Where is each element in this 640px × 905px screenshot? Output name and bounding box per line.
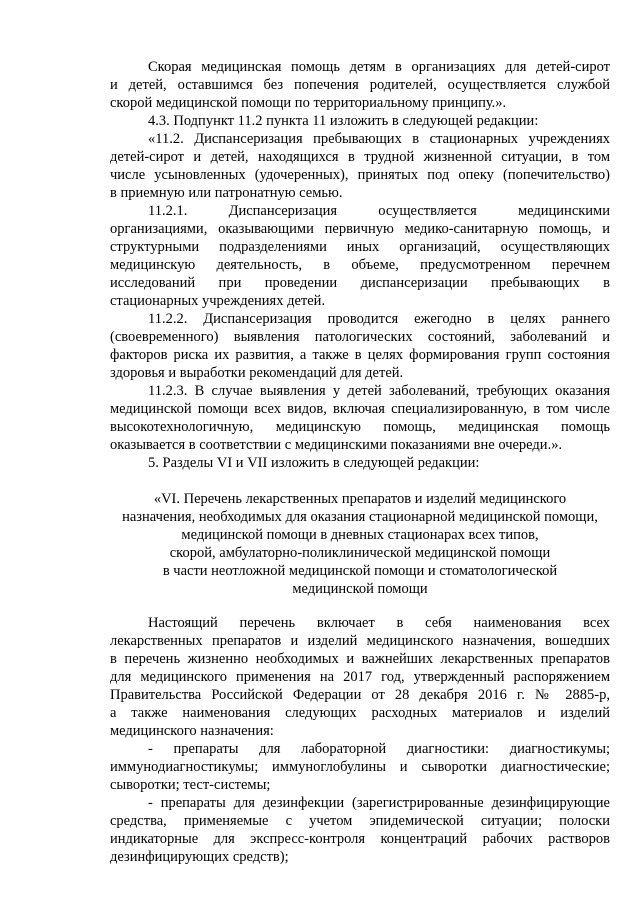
list-item: сыворотки; тест-системы;	[110, 777, 271, 793]
text-line: (своевременного) выявления патологических состояний, заболеваний и	[110, 329, 610, 345]
text-line: стационарных учреждениях детей.	[110, 293, 326, 309]
text-line: 4.3. Подпункт 11.2 пункта 11 изложить в следующей редакции:	[148, 113, 539, 129]
section-heading: медицинской помощи	[292, 581, 428, 597]
text-line: числе усыновленных (удочеренных), принятых под опеку (попечительство)	[110, 167, 610, 183]
text-line: для медицинского применения на 2017 год, утвержденный распоряжением	[110, 669, 610, 685]
text-line: высокотехнологичную, медицинскую помощь, медицинская помощь	[110, 419, 610, 435]
text-line: Скорая медицинская помощь детям в организациях для детей-сирот	[148, 59, 610, 75]
text-line: исследований при проведении диспансеризации пребывающих в	[110, 275, 610, 291]
text-line: Настоящий перечень включает в себя наименования всех	[148, 615, 610, 631]
text-line: медицинскую деятельность, в объеме, предусмотренном перечнем	[110, 257, 610, 273]
text-line: организациями, оказывающими первичную медико-санитарную помощь, и	[110, 221, 610, 237]
text-line: структурными подразделениями иных организаций, осуществляющих	[110, 239, 610, 255]
section-heading: медицинской помощи в дневных стационарах всех типов,	[181, 527, 539, 543]
text-line: лекарственных препаратов и изделий медицинского назначения, вошедших	[110, 633, 610, 649]
text-line: Правительства Российской Федерации от 28 декабря 2016 г. № 2885-р,	[110, 687, 610, 703]
text-line: 11.2.1. Диспансеризация осуществляется медицинскими	[148, 203, 610, 219]
text-line: «11.2. Диспансеризация пребывающих в стационарных учреждениях	[148, 131, 610, 147]
text-line: 11.2.3. В случае выявления у детей заболеваний, требующих оказания	[148, 383, 610, 399]
text-line: в приемную или патронатную семью.	[110, 185, 343, 201]
text-line: оказывается в соответствии с медицинскими показаниями вне очереди.».	[110, 437, 563, 453]
text-line: здоровья и выработки рекомендаций для детей.	[110, 365, 404, 381]
list-item: дезинфицирующих средств);	[110, 849, 289, 865]
list-item: индикаторные для экспресс-контроля концентраций рабочих растворов	[110, 831, 610, 847]
list-item: - препараты для лабораторной диагностики: диагностикумы;	[148, 741, 610, 757]
text-line: медицинской помощи всех видов, включая специализированную, в том числе	[110, 401, 610, 417]
section-heading: назначения, необходимых для оказания стационарной медицинской помощи,	[122, 509, 598, 525]
text-line: а также наименования следующих расходных материалов и изделий	[110, 705, 610, 721]
text-line: медицинского назначения:	[110, 723, 274, 739]
text-line: факторов риска их развития, а также в целях формирования групп состояния	[110, 347, 610, 363]
section-heading: в части неотложной медицинской помощи и стоматологической	[162, 563, 558, 579]
text-line: 5. Разделы VI и VII изложить в следующей редакции:	[148, 455, 480, 471]
text-line: и детей, оставшимся без попечения родителей, осуществляется службой	[110, 77, 610, 93]
section-heading: скорой, амбулаторно-поликлинической медицинской помощи	[169, 545, 551, 561]
text-line: детей-сирот и детей, находящихся в трудной жизненной ситуации, в том	[110, 149, 610, 165]
list-item: - препараты для дезинфекции (зарегистрированные дезинфицирующие	[148, 795, 610, 811]
text-line: скорой медицинской помощи по территориальному принципу.».	[110, 95, 507, 111]
section-heading: «VI. Перечень лекарственных препаратов и изделий медицинского	[153, 491, 567, 507]
text-line: в перечень жизненно необходимых и важнейших лекарственных препаратов	[110, 651, 610, 667]
list-item: иммунодиагностикумы; иммуноглобулины и сыворотки диагностические;	[110, 759, 610, 775]
list-item: средства, применяемые с учетом эпидемической ситуации; полоски	[110, 813, 610, 829]
text-line: 11.2.2. Диспансеризация проводится ежегодно в целях раннего	[148, 311, 610, 327]
